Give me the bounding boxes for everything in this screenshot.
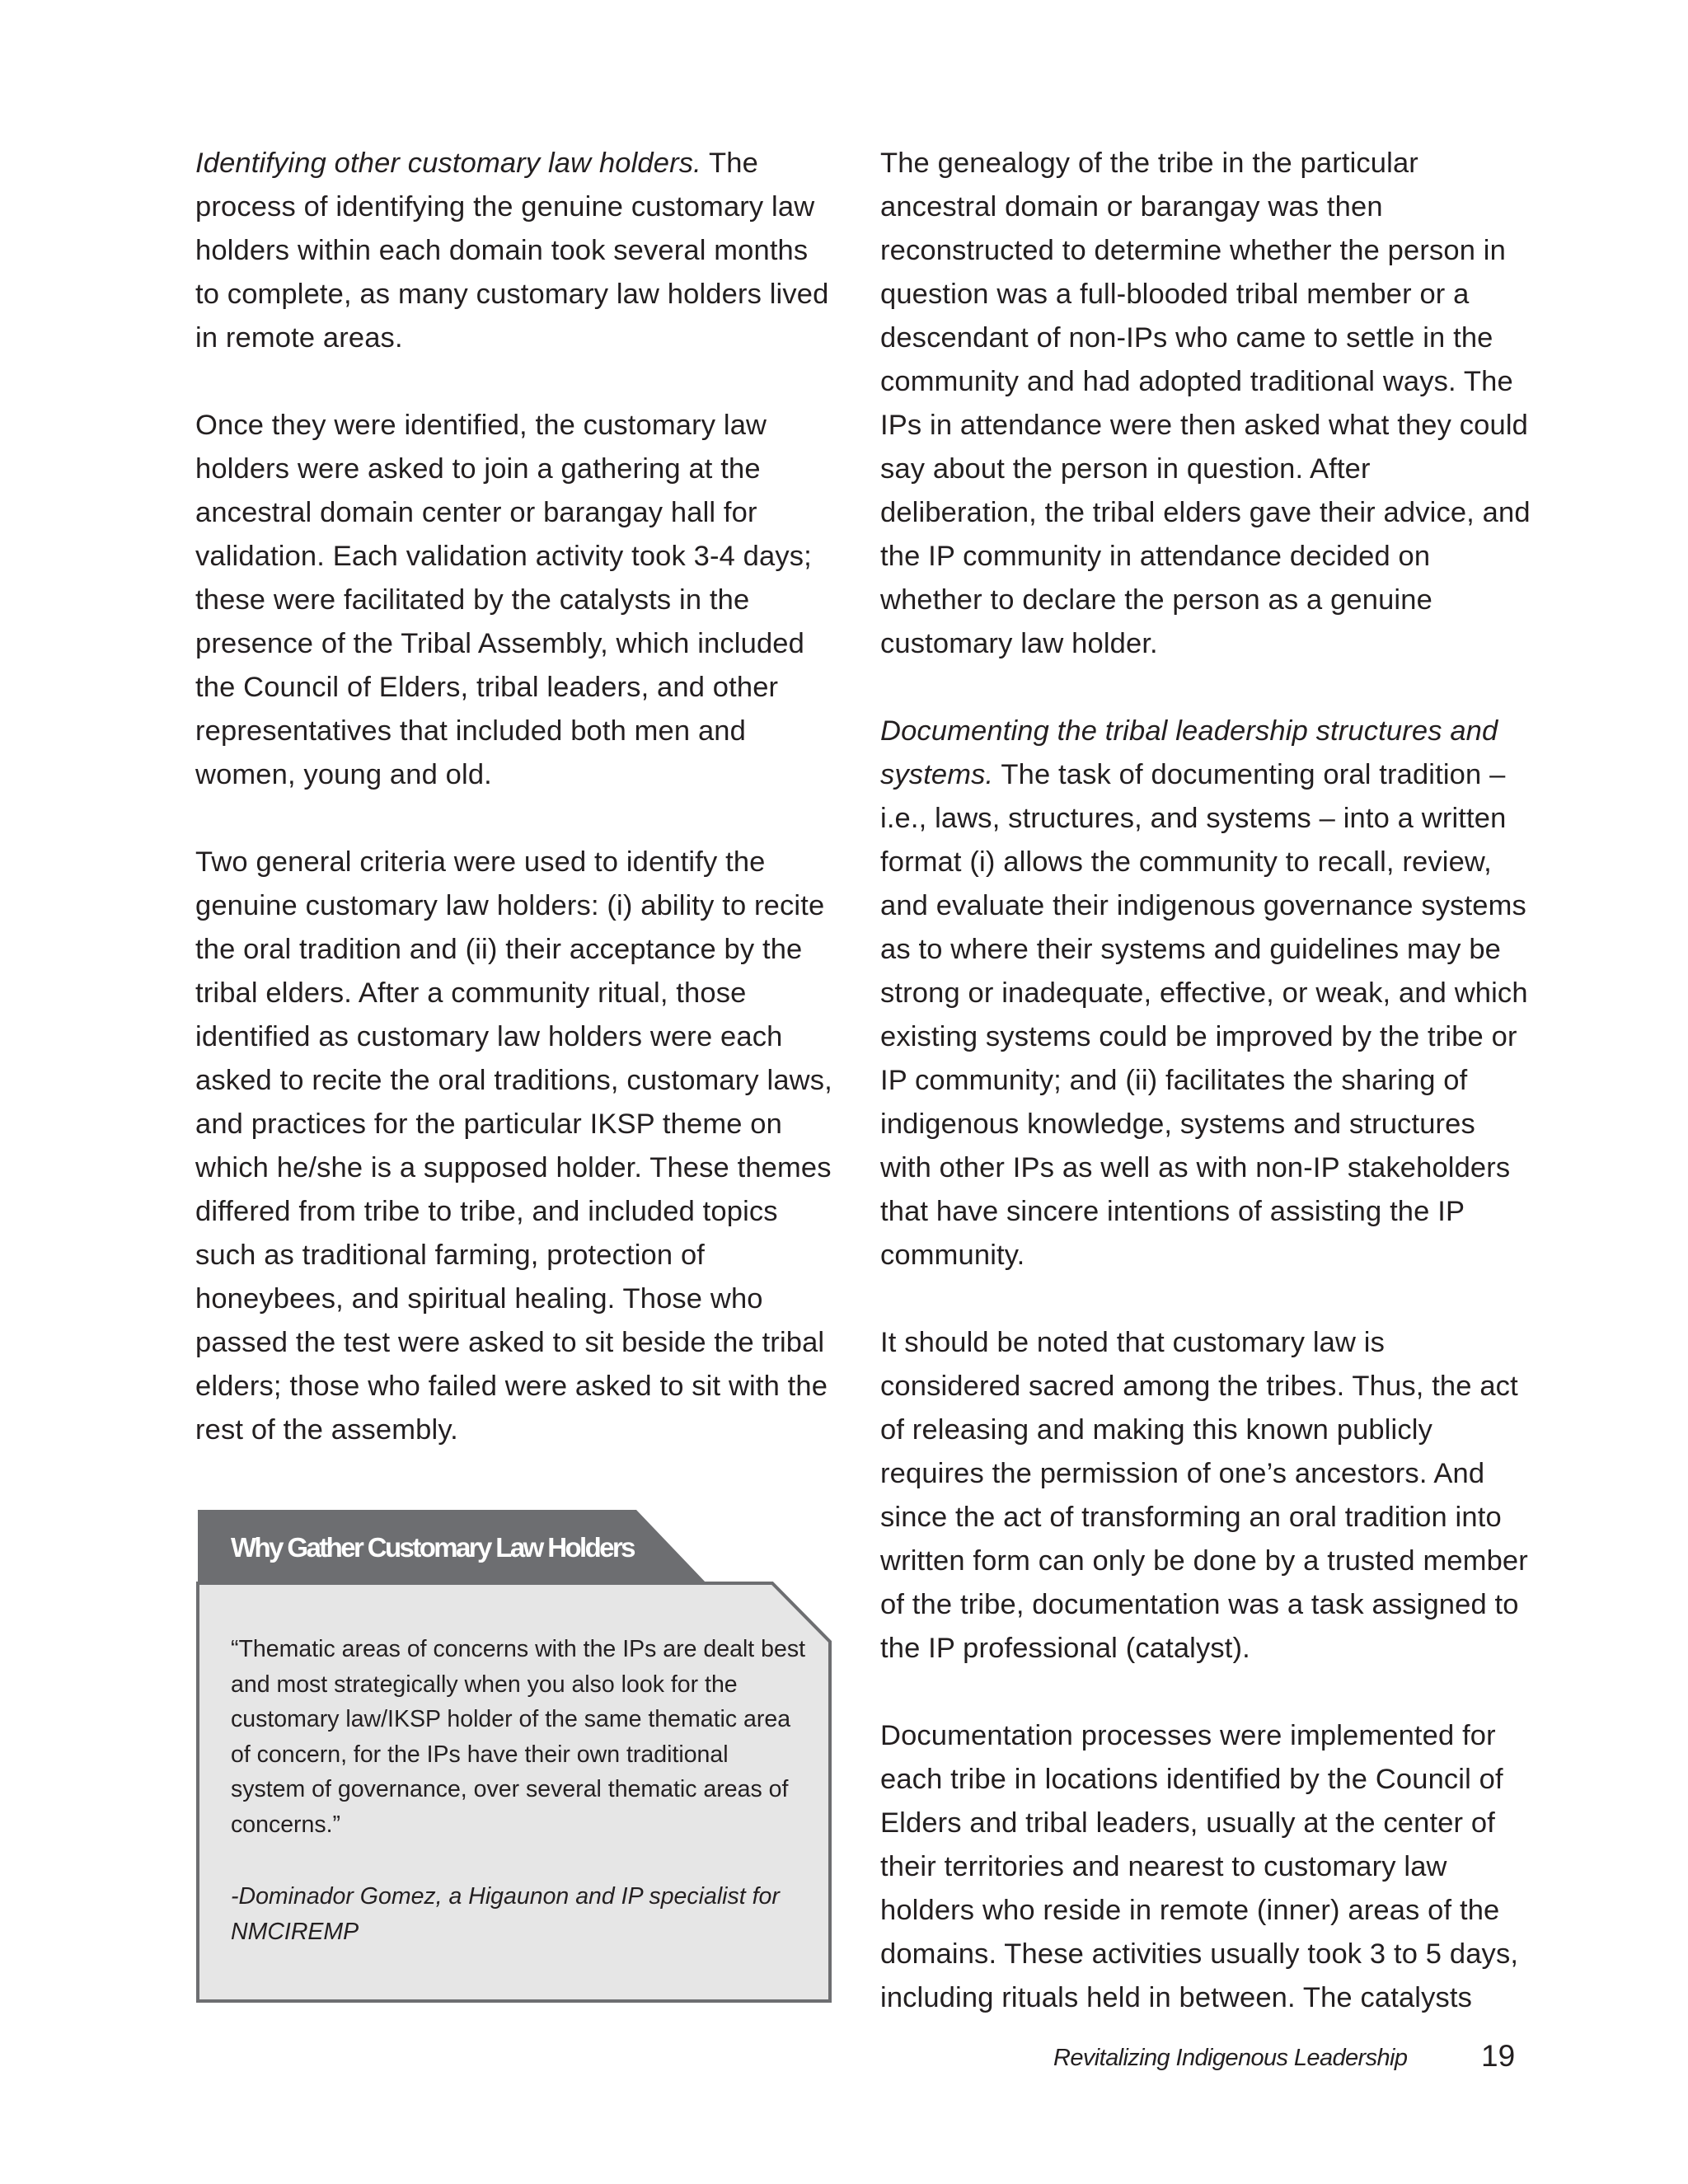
page-number: 19 (1481, 2039, 1516, 2073)
right-paragraph-1: The genealogy of the tribe in the particular ancestral domain or barangay was then reconstructed to determine whether the person in question was a full-blooded tribal member or a descendant of non-IPs who came to settle in the community and had adopted traditional ways. The IPs in attendance were then asked what they could say about the person in question. After deliberation, the tribal elders gave their advice, and the IP community in attendance decided on whether to declare the person as a genuine customary law holder. (880, 148, 1531, 659)
right-paragraph-2-text: The task of documenting oral tradition – i.e., laws, structures, and systems – into a written format (i) allows the community to recall, review, and evaluate their indigenous governance systems as to where their systems and guidelines may be strong or inadequate, effective, or weak, and which existing systems could be improved by the tribe or IP community; and (ii) facilitates the sharing of indigenous knowledge, systems and structures with other IPs as well as with non-IP stakeholders that have sincere intentions of assisting the IP community. (880, 759, 1528, 1271)
left-paragraph-1-text: The process of identifying the genuine customary law holders within each domain took several months to complete, as many customary law holders lived in remote areas. (195, 148, 829, 354)
sidebar-title: Why Gather Customary Law Holders (231, 1532, 634, 1563)
left-column (195, 142, 834, 1452)
left-paragraph-1-heading: Identifying other customary law holders. (195, 148, 701, 179)
right-column (880, 142, 1531, 2020)
footer-title: Revitalizing Indigenous Leadership (1053, 2045, 1408, 2071)
left-paragraph-1 (195, 142, 834, 360)
sidebar-attribution: -Dominador Gomez, a Higaunon and IP specialist for NMCIREMP (231, 1883, 780, 1945)
sidebar-box (195, 1510, 832, 2004)
right-paragraph-4: Documentation processes were implemented for each tribe in locations identified by the Council of Elders and tribal leaders, usually at the center of their territories and nearest to customary law holders who reside in remote (inner) areas of the domains. These activities usually took 3 to 5 days, including rituals held in between. The catalysts (880, 1720, 1519, 2013)
right-paragraph-3: It should be noted that customary law is considered sacred among the tribes. Thus, the act of releasing and making this known publicly requires the permission of one’s ancestors. And since the act of transforming an oral tradition into written form can only be done by a trusted member of the tribe, documentation was a task assigned to the IP professional (catalyst). (880, 1327, 1528, 1664)
sidebar-quote: “Thematic areas of concerns with the IPs are dealt best and most strategically when you also look for the customary law/IKSP holder of the same thematic area of concern, for the IPs have their own traditional system of governance, over several thematic areas of concerns.” (231, 1636, 805, 1838)
right-paragraph-2-heading: Documenting the tribal leadership structures and systems. (880, 715, 1498, 790)
left-paragraph-2: Once they were identified, the customary law holders were asked to join a gathering at the ancestral domain center or barangay hall for validation. Each validation activity took 3-4 days; these were facilitated by the catalysts in the presence of the Tribal Assembly, which included the Council of Elders, tribal leaders, and other representatives that included both men and women, young and old. (195, 410, 812, 790)
left-paragraph-3: Two general criteria were used to identify the genuine customary law holders: (i) ability to recite the oral tradition and (ii) their acceptance by the tribal elders. After a community ritual, those identified as customary law holders were each asked to recite the oral traditions, customary laws, and practices for the particular IKSP theme on which he/she is a supposed holder. These themes differed from tribe to tribe, and included topics such as traditional farming, protection of honeybees, and spiritual healing. Those who passed the test were asked to sit beside the tribal elders; those who failed were asked to sit with the rest of the assembly. (195, 846, 832, 1446)
right-paragraph-2 (880, 710, 1531, 1277)
